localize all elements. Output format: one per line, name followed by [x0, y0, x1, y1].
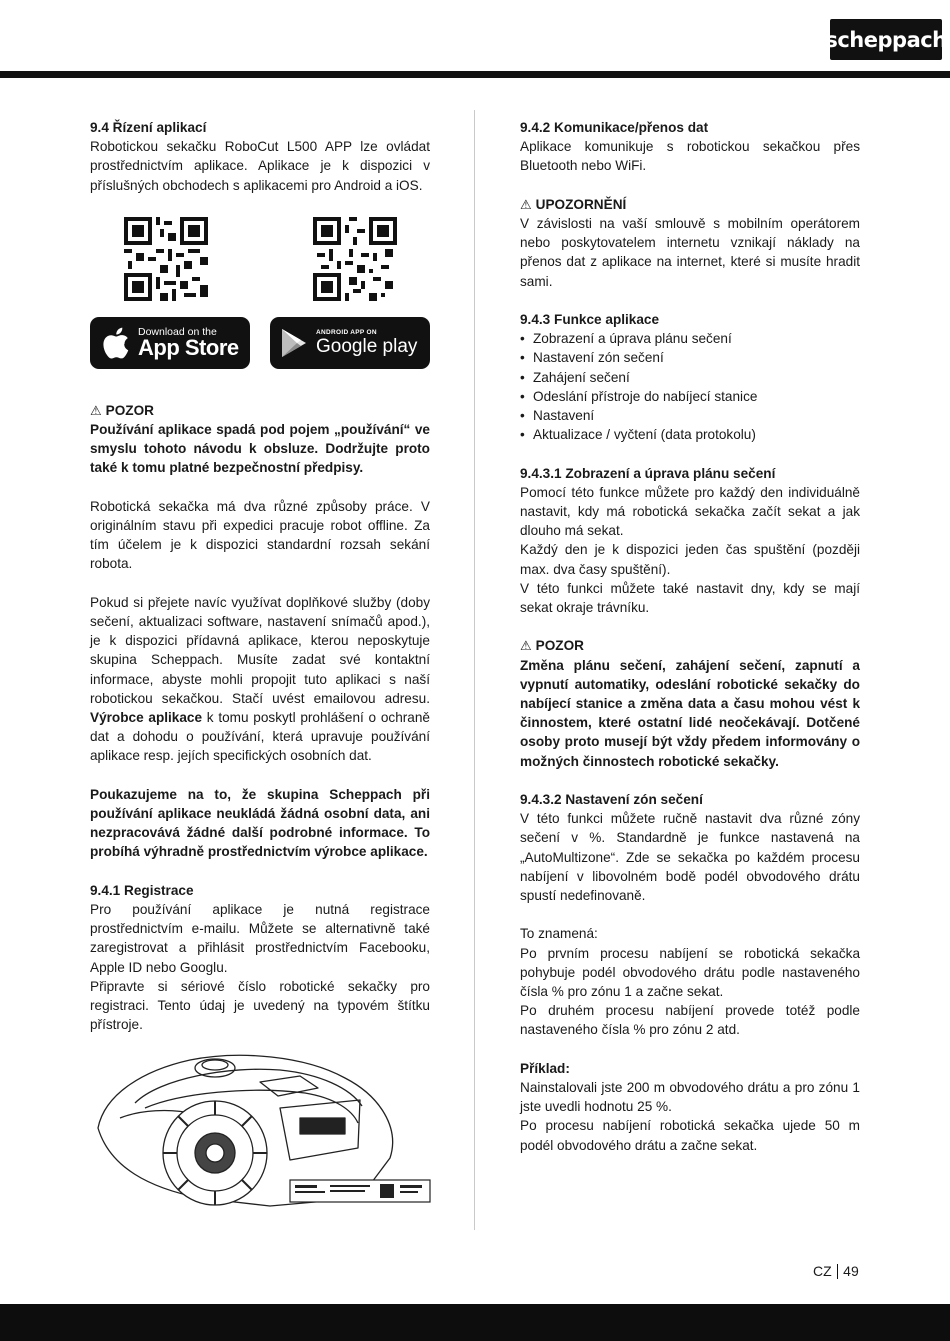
list-item: • Aktualizace / vyčtení (data protokolu): [520, 425, 860, 444]
section-9-4-3-1-heading: 9.4.3.1 Zobrazení a úprava plánu sečení: [520, 465, 776, 481]
list-item: • Zahájení sečení: [520, 368, 860, 387]
warning-triangle-icon: ⚠: [520, 196, 532, 212]
section-9-4-1-text-1: Pro používání aplikace je nutná registrace prostřednictvím e-mailu. Můžete se alternativně také zaregistrovat a přihlásit prostřednictvím Facebooku, Apple ID nebo Googlu.: [90, 902, 430, 975]
section-9-4-3-1-text-2: Každý den je k dispozici jeden čas spuštění (později max. dva časy spuštění).: [520, 542, 860, 577]
google-play-small-text: ANDROID APP ON: [316, 329, 377, 337]
section-9-4-2-heading: 9.4.2 Komunikace/přenos dat: [520, 120, 709, 135]
robot-mower-illustration: [90, 1048, 435, 1218]
section-9-4-3-2-text-1: V této funkci můžete ručně nastavit dva různé zóny sečení v %. Standardně je funkce nastavená na „AutoMultizone“. Zde se sekačka po každém procesu nabíjení v libovolném bodě podél obvodového drátu spustí nedefinovaně.: [520, 811, 860, 904]
google-play-icon: [280, 328, 308, 358]
section-9-4-1-text-2: Připravte si sériové číslo robotické sekačky pro registraci. Tento údaj je uvedený na typovém štítku přístroje.: [90, 978, 430, 1033]
page-number: [813, 1263, 859, 1279]
warning-schedule-text: Změna plánu sečení, zahájení sečení, zapnutí a vypnutí automatiky, odeslání robotické sekačky do nabíjecí stanice a změna data a času mohou vést k činnostem, které ostatní lidé neočekávají. Dotčené osoby proto musejí být vždy předem informovány o možných činnostech robotické sekačky.: [520, 657, 860, 769]
google-play-badge[interactable]: [270, 317, 430, 369]
warning-title: UPOZORNĚNÍ: [535, 196, 627, 212]
section-9-4-text: Robotickou sekačku RoboCut L500 APP lze ovládat prostřednictvím aplikace. Aplikace je k dispozici v příslušných obchodech s aplikacemi pro Android a iOS.: [90, 139, 430, 193]
warning-heading-upozorneni: [520, 195, 860, 214]
section-9-4-3-1-text-1: Pomocí této funkce můžete pro každý den individuálně nastavit, kdy má robotická sekačka začít sekat a jak dlouho má sekat.: [520, 484, 860, 539]
section-9-4-3-1-text-3: V této funkci můžete také nastavit dny, kdy se mají sekat okraje trávníku.: [520, 580, 860, 616]
section-9-4-3-2-text-2: To znamená:: [520, 926, 598, 942]
app-store-badge[interactable]: [90, 317, 250, 369]
app-store-small-text: Download on the: [138, 325, 217, 338]
google-play-big-text: Google play: [316, 335, 418, 357]
list-item: • Zobrazení a úprava plánu sečení: [520, 329, 860, 348]
qr-code-android[interactable]: [313, 217, 397, 301]
warning-heading-pozor: [90, 401, 430, 420]
warning-text: Používání aplikace spadá pod pojem „používání“ ve smyslu tohoto návodu k obsluze. Dodržujte proto také k tomu platné bezpečnostní předpisy.: [90, 422, 430, 476]
paragraph-work-modes: Robotická sekačka má dva různé způsoby práce. V originálním stavu při expedici pracuje robot offline. Za tím účelem je k dispozici standardní rozsah sekání robota.: [90, 498, 430, 572]
language-code: CZ: [813, 1263, 832, 1279]
right-column: [520, 118, 860, 1155]
warning-title: POZOR: [105, 402, 154, 418]
list-item: • Nastavení zón sečení: [520, 348, 860, 367]
section-9-4-3-2-text-4: Po druhém procesu nabíjení provede totéž podle nastaveného čísla % pro zónu 2 atd.: [520, 1003, 860, 1038]
section-9-4-1-heading: 9.4.1 Registrace: [90, 882, 194, 898]
left-column: [90, 118, 430, 1224]
example-text-2: Po procesu nabíjení robotická sekačka ujede 50 m podél obvodového drátu a začne sekat.: [520, 1118, 860, 1153]
section-9-4-3-2-heading: 9.4.3.2 Nastavení zón sečení: [520, 792, 703, 808]
footer-bar: [0, 1304, 950, 1341]
paragraph-additional-app: [90, 593, 430, 766]
apple-icon: [100, 326, 130, 360]
qr-codes: [90, 217, 430, 301]
paragraph-additional-app-part1: Pokud si přejete navíc využívat doplňkové služby (doby sečení, aktualizaci software, nastavení snímačů apod.), je k dispozici přídavná aplikace, kterou neposkytuje skupina Scheppach. Musíte zadat své kontaktní informace, abyste mohli propojit tuto aplikaci s naší robotickou sekačkou. Stačí uvést emailovou adresu.: [90, 594, 430, 706]
app-manufacturer-emphasis: Výrobce aplikace: [90, 710, 203, 726]
section-9-4-3-heading: 9.4.3 Funkce aplikace: [520, 312, 660, 327]
header-rule: [0, 71, 950, 78]
warning-title: POZOR: [535, 638, 584, 654]
app-functions-list: [520, 329, 860, 444]
list-item: • Odeslání přístroje do nabíjecí stanice: [520, 387, 860, 406]
warning-heading-pozor-2: [520, 636, 860, 655]
list-item: • Nastavení: [520, 406, 860, 425]
paragraph-additional-app-part2: k tomu poskytl prohlášení o ochraně dat a dohodu o používání, která upravuje používání aplikace resp. jejích specifických osobních dat.: [90, 710, 430, 764]
paragraph-data-notice: Poukazujeme na to, že skupina Scheppach při používání aplikace neukládá žádná osobní data, ani nezpracovává žádné další podrobné informace. To probíhá výhradně prostřednictvím výrobce aplikace.: [90, 786, 430, 860]
example-heading: Příklad:: [520, 1060, 570, 1076]
warning-triangle-icon: ⚠: [520, 638, 532, 654]
page-number-value: 49: [843, 1263, 859, 1279]
page-number-separator: [837, 1264, 839, 1279]
section-9-4-2-text: Aplikace komunikuje s robotickou sekačkou přes Bluetooth nebo WiFi.: [520, 139, 860, 174]
app-store-big-text: App Store: [138, 335, 239, 361]
section-9-4-3-2-text-3: Po prvním procesu nabíjení se robotická sekačka pohybuje podél obvodového drátu podle nastaveného čísla % pro zónu 1 a začne sekat.: [520, 945, 860, 1000]
qr-code-ios[interactable]: [124, 217, 208, 301]
column-divider: [474, 110, 475, 1230]
scheppach-logo: scheppach: [830, 19, 942, 60]
section-9-4-heading: 9.4 Řízení aplikací: [90, 120, 207, 135]
warning-data-costs-text: V závislosti na vaší smlouvě s mobilním operátorem nebo poskytovatelem internetu vznikají náklady na přenos dat z aplikace na internet, které si musíte hradit sami.: [520, 216, 860, 289]
warning-triangle-icon: ⚠: [90, 402, 102, 418]
store-badges: [90, 317, 430, 369]
example-text-1: Nainstalovali jste 200 m obvodového drátu a pro zónu 1 jste uvedli hodnotu 25 %.: [520, 1080, 860, 1115]
